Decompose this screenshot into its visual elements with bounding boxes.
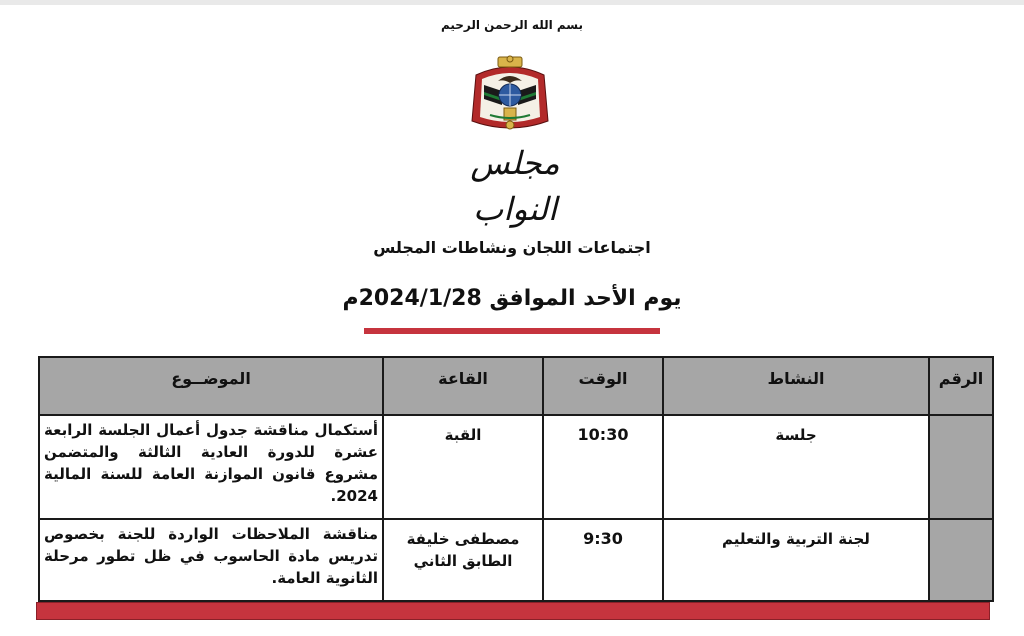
column-header-number: الرقم <box>929 357 993 415</box>
row-number-cell <box>929 519 993 601</box>
column-header-time: الوقت <box>543 357 663 415</box>
hall-cell: القبة <box>383 415 543 519</box>
time-cell: 10:30 <box>543 415 663 519</box>
table-header-row <box>39 357 993 415</box>
schedule-table <box>38 356 994 602</box>
topic-cell: مناقشة الملاحظات الواردة للجنة بخصوص تدريس مادة الحاسوب في ظل تطور مرحلة الثانوية العامة. <box>39 519 383 601</box>
jordan-coat-of-arms-icon <box>468 55 552 137</box>
topic-cell: أستكمال مناقشة جدول أعمال الجلسة الرابعة عشرة للدورة العادية الثالثة والمتضمن مشروع قانون الموازنة العامة للسنة المالية 2024. <box>39 415 383 519</box>
column-header-activity: النشاط <box>663 357 929 415</box>
basmala: بسم الله الرحمن الرحيم <box>440 18 584 32</box>
hall-cell: مصطفى خليفة الطابق الثاني <box>383 519 543 601</box>
row-number-cell <box>929 415 993 519</box>
activity-cell: جلسة <box>663 415 929 519</box>
date-title: يوم الأحد الموافق 2024/1/28م <box>342 286 682 311</box>
parliament-logo-text: مجلس النواب <box>470 144 560 228</box>
top-edge <box>0 0 1024 5</box>
activity-cell: لجنة التربية والتعليم <box>663 519 929 601</box>
table-row <box>39 415 993 519</box>
table-row <box>39 519 993 601</box>
title-underline <box>364 328 660 334</box>
page-heading: اجتماعات اللجان ونشاطات المجلس <box>373 238 651 257</box>
time-cell: 9:30 <box>543 519 663 601</box>
footer-bar <box>36 602 990 620</box>
column-header-topic: الموضــوع <box>39 357 383 415</box>
column-header-hall: القاعة <box>383 357 543 415</box>
